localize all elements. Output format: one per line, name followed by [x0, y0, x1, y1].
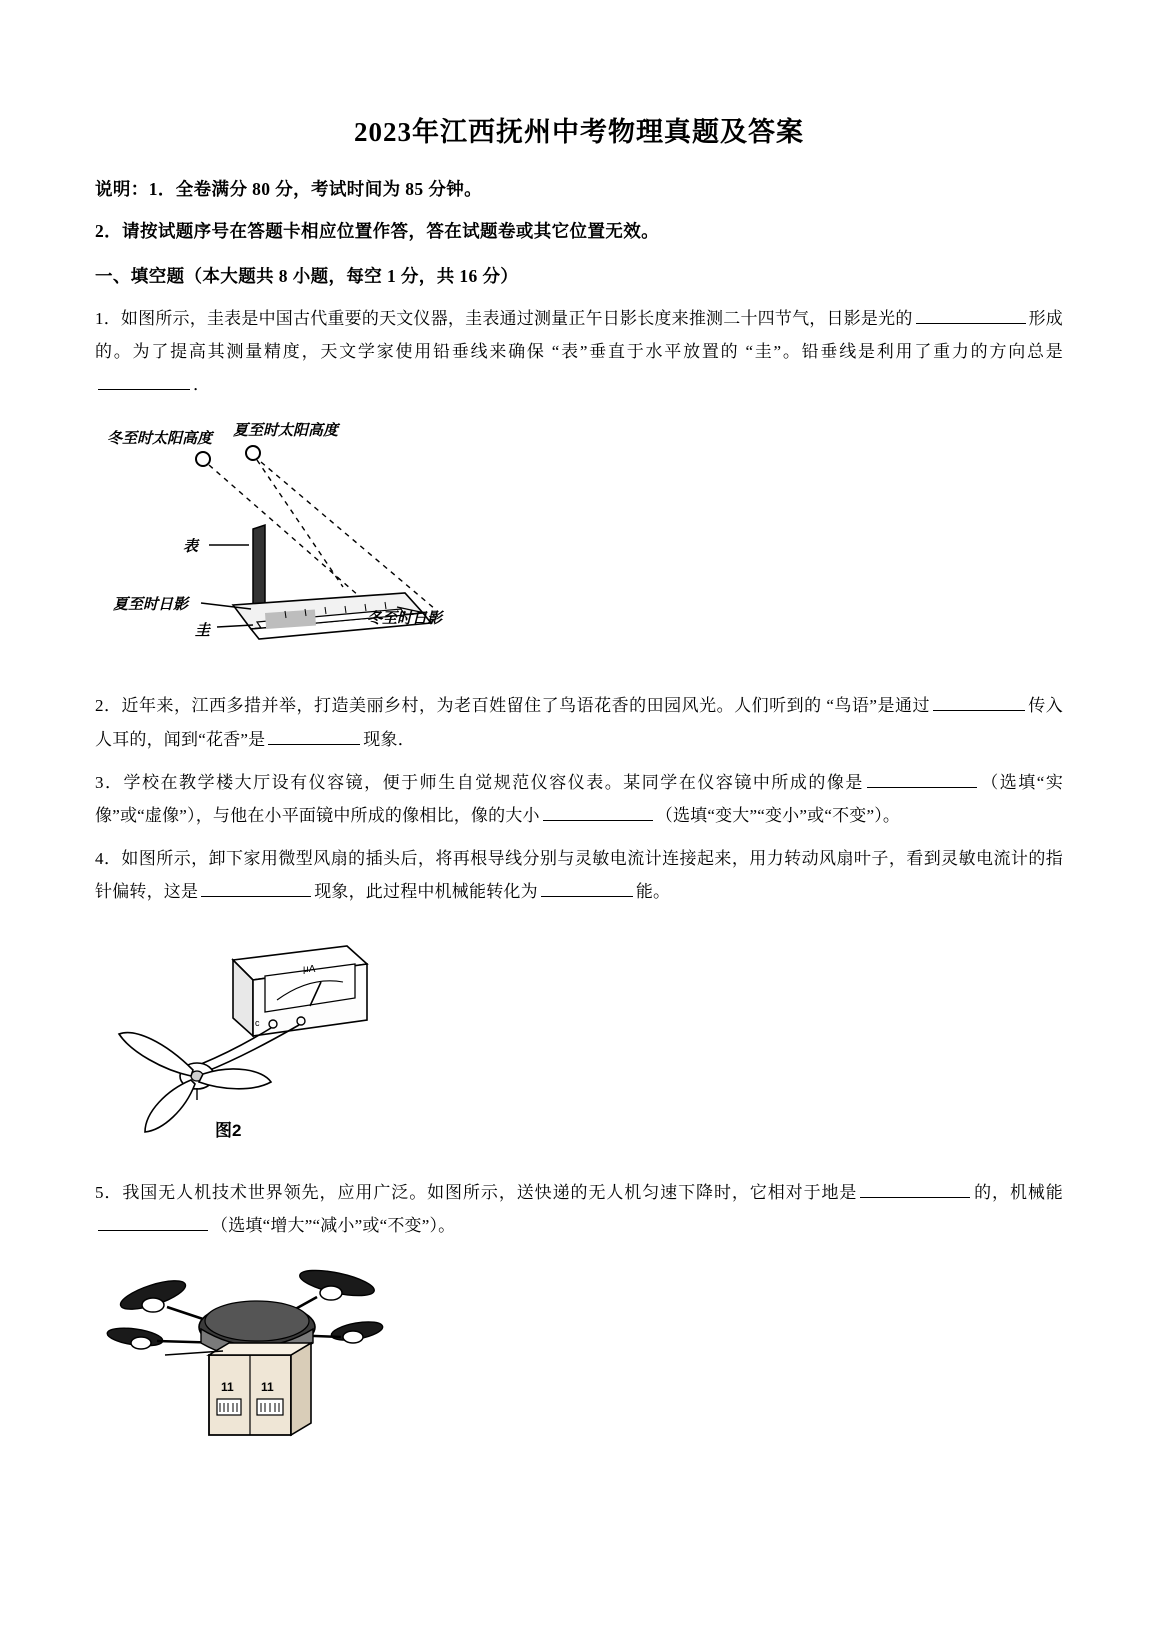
question-4-text-c: 能。 — [635, 882, 671, 902]
question-4-number: 4． — [95, 848, 122, 868]
answer-blank[interactable] — [860, 1181, 970, 1198]
label-winter-shadow: 冬至时日影 — [367, 611, 443, 628]
question-1 — [95, 302, 1063, 401]
answer-blank[interactable] — [268, 727, 360, 744]
question-2-text-b: 传入人耳的，闻到“花香”是 — [95, 696, 1063, 749]
answer-blank[interactable] — [98, 373, 190, 390]
label-biao: 表 — [183, 539, 199, 556]
question-3-text-a: 学校在教学楼大厅设有仪容镜，便于师生自觉规范仪容仪表。某同学在仪容镜中所成的像是 — [123, 772, 864, 792]
page-title: 2023年江西抚州中考物理真题及答案 — [354, 117, 804, 147]
question-3-text-c: （选填“变大”“变小”或“不变”）。 — [655, 805, 901, 825]
svg-text:μA: μA — [303, 964, 316, 976]
answer-blank[interactable] — [867, 771, 977, 788]
figure-drone — [95, 1259, 1063, 1469]
fan-galvanometer-illustration — [105, 924, 445, 1154]
question-4 — [95, 842, 1063, 908]
label-summer-sun: 夏至时太阳高度 — [233, 423, 339, 440]
question-3-text-b: （选填“实像”或“虚像”），与他在小平面镜中所成的像相比，像的大小 — [95, 772, 1064, 825]
answer-blank[interactable] — [543, 804, 653, 821]
question-5-number: 5． — [95, 1183, 123, 1203]
question-4-text-a: 如图所示，卸下家用微型风扇的插头后，将再根导线分别与灵敏电流计连接起来，用力转动风扇叶子，看到灵敏电流计的指针偏转，这是 — [95, 848, 1063, 902]
label-winter-sun: 冬至时太阳高度 — [107, 431, 213, 448]
question-2-number: 2． — [95, 696, 122, 716]
drone-illustration — [105, 1259, 425, 1469]
figure-2-caption: 图2 — [215, 1121, 242, 1141]
answer-blank[interactable] — [201, 880, 311, 897]
label-gui: 圭 — [195, 623, 211, 640]
figure-fan — [95, 924, 1063, 1154]
question-3-number: 3． — [95, 772, 124, 792]
svg-text:11: 11 — [221, 1379, 234, 1394]
question-4-text-b: 现象，此过程中机械能转化为 — [314, 882, 538, 902]
figure-guibiao — [95, 417, 1063, 667]
question-5 — [95, 1176, 1063, 1242]
question-2 — [95, 689, 1063, 755]
answer-blank[interactable] — [98, 1214, 208, 1231]
section-heading: 一、填空题（本大题共 8 小题，每空 1 分，共 16 分） — [95, 266, 519, 286]
question-2-text-c: 现象． — [363, 729, 415, 749]
question-3 — [95, 766, 1063, 832]
question-1-text-b: 形成的。为了提高其测量精度，天文学家使用铅垂线来确保 “表”垂直于水平放置的 “圭”。铅垂线是利用了重力的方向总是 — [95, 309, 1063, 362]
answer-blank[interactable] — [916, 307, 1026, 324]
exam-note-1: 说明：1．全卷满分 80 分，考试时间为 85 分钟。 — [95, 179, 483, 199]
question-2-text-a: 近年来，江西多措并举，打造美丽乡村，为老百姓留住了鸟语花香的田园风光。人们听到的 “鸟语”是通过 — [121, 696, 930, 716]
label-summer-shadow: 夏至时日影 — [113, 597, 189, 614]
exam-note-2: 2．请按试题序号在答题卡相应位置作答，答在试题卷或其它位置无效。 — [95, 221, 660, 241]
question-5-text-a: 我国无人机技术世界领先，应用广泛。如图所示，送快递的无人机匀速下降时，它相对于地是 — [122, 1183, 858, 1203]
question-1-text-c: ． — [193, 375, 211, 395]
svg-text:11: 11 — [261, 1379, 274, 1394]
question-1-text-a: 如图所示，圭表是中国古代重要的天文仪器，圭表通过测量正午日影长度来推测二十四节气，日影是光的 — [120, 309, 913, 328]
question-5-text-c: （选填“增大”“减小”或“不变”）。 — [211, 1216, 456, 1236]
question-1-number: 1． — [95, 309, 121, 328]
answer-blank[interactable] — [933, 694, 1025, 711]
answer-blank[interactable] — [541, 880, 633, 897]
question-5-text-b: 的，机械能 — [973, 1183, 1064, 1203]
guibiao-illustration — [105, 417, 545, 667]
svg-text:c: c — [255, 1018, 260, 1029]
